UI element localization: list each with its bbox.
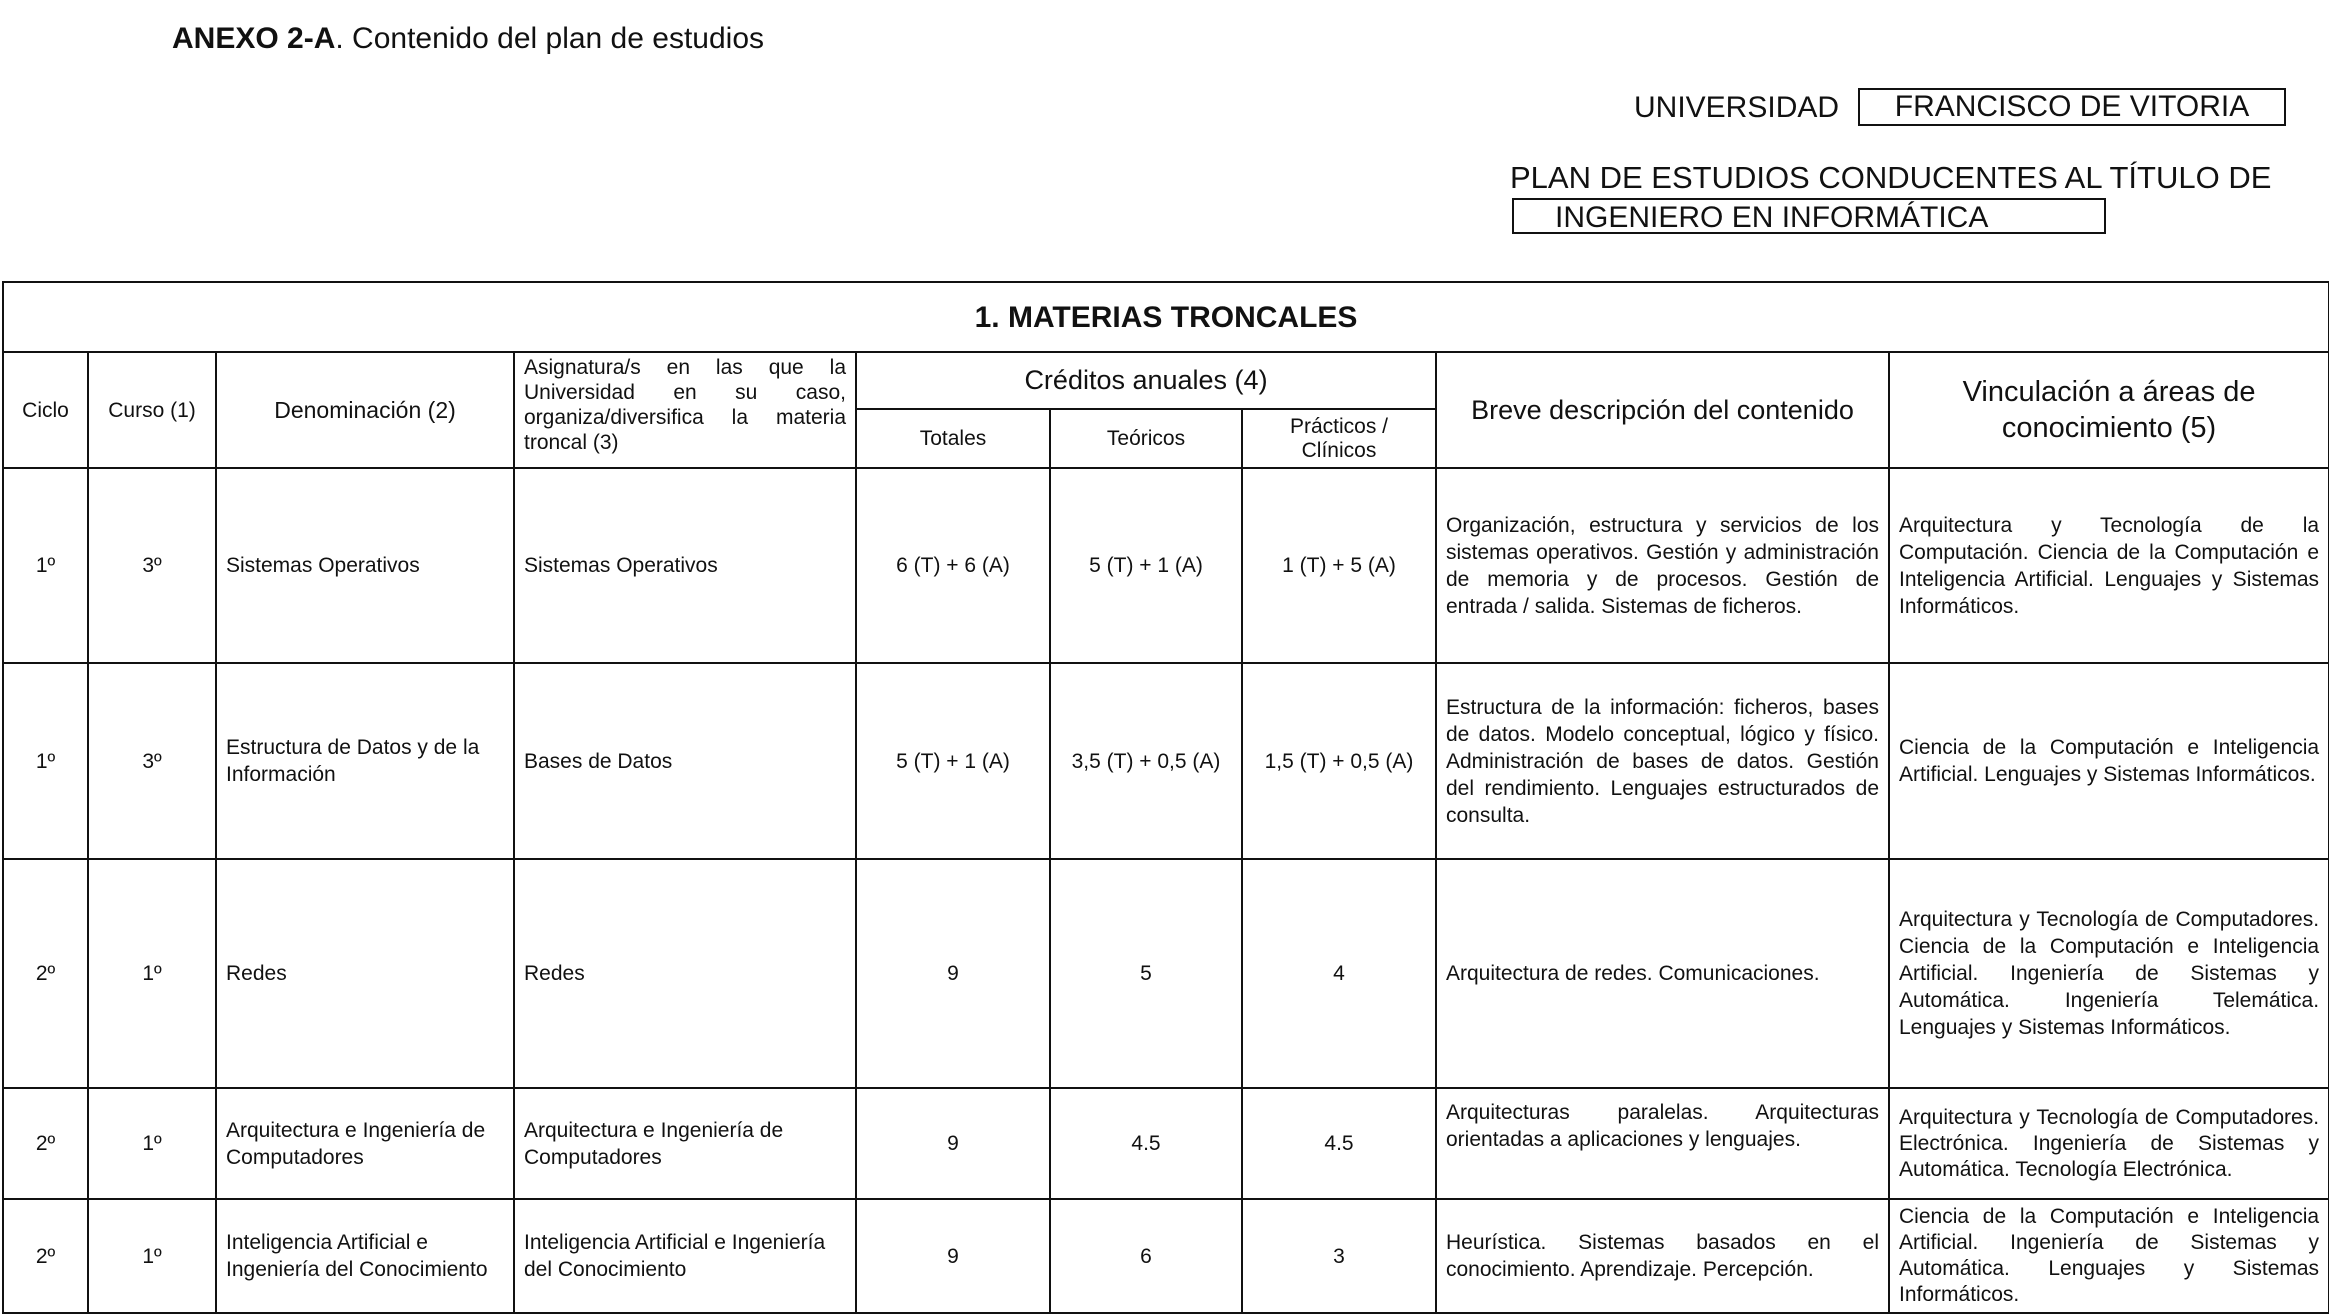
university-label: UNIVERSIDAD	[1634, 91, 1840, 124]
degree-box: INGENIERO EN INFORMÁTICA	[1512, 198, 2106, 234]
col-denominacion: Denominación (2)	[216, 352, 514, 468]
cell-totales: 5 (T) + 1 (A)	[856, 663, 1050, 859]
col-teoricos: Teóricos	[1050, 409, 1242, 468]
cell-ciclo: 1º	[3, 663, 88, 859]
cell-denominacion: Redes	[216, 859, 514, 1088]
cell-vinculacion: Ciencia de la Computación e Inteligencia Artificial. Ingeniería de Sistemas y Automática. Lenguajes y Sistemas Informáticos.	[1889, 1199, 2329, 1313]
table-row	[3, 859, 2329, 1088]
troncales-table	[2, 281, 2329, 1314]
table-title: 1. MATERIAS TRONCALES	[3, 282, 2329, 352]
cell-practicos: 1,5 (T) + 0,5 (A)	[1242, 663, 1436, 859]
cell-practicos: 4.5	[1242, 1088, 1436, 1199]
cell-totales: 9	[856, 859, 1050, 1088]
university-name-box: FRANCISCO DE VITORIA	[1858, 88, 2286, 126]
cell-practicos: 1 (T) + 5 (A)	[1242, 468, 1436, 663]
cell-vinculacion: Arquitectura y Tecnología de Computadores. Electrónica. Ingeniería de Sistemas y Automática. Tecnología Electrónica.	[1889, 1088, 2329, 1199]
cell-ciclo: 2º	[3, 1199, 88, 1313]
cell-totales: 6 (T) + 6 (A)	[856, 468, 1050, 663]
cell-practicos: 3	[1242, 1199, 1436, 1313]
col-totales: Totales	[856, 409, 1050, 468]
cell-descripcion: Arquitectura de redes. Comunicaciones.	[1436, 859, 1889, 1088]
cell-asignatura: Inteligencia Artificial e Ingeniería del Conocimiento	[514, 1199, 856, 1313]
cell-descripcion: Heurística. Sistemas basados en el conocimiento. Aprendizaje. Percepción.	[1436, 1199, 1889, 1313]
table-row	[3, 468, 2329, 663]
cell-denominacion: Sistemas Operativos	[216, 468, 514, 663]
col-practicos: Prácticos / Clínicos	[1242, 409, 1436, 468]
cell-teoricos: 6	[1050, 1199, 1242, 1313]
cell-ciclo: 2º	[3, 1088, 88, 1199]
cell-vinculacion: Arquitectura y Tecnología de la Computación. Ciencia de la Computación e Inteligencia Artificial. Lenguajes y Sistemas Informáticos.	[1889, 468, 2329, 663]
cell-teoricos: 5 (T) + 1 (A)	[1050, 468, 1242, 663]
cell-curso: 1º	[88, 1088, 216, 1199]
cell-teoricos: 5	[1050, 859, 1242, 1088]
cell-asignatura: Sistemas Operativos	[514, 468, 856, 663]
cell-asignatura: Bases de Datos	[514, 663, 856, 859]
annex-code: ANEXO 2-A	[172, 22, 336, 55]
col-asignaturas: Asignatura/s en las que la Universidad en su caso, organiza/diversifica la materia troncal (3)	[514, 352, 856, 468]
cell-curso: 1º	[88, 1199, 216, 1313]
col-ciclo: Ciclo	[3, 352, 88, 468]
cell-totales: 9	[856, 1199, 1050, 1313]
cell-teoricos: 3,5 (T) + 0,5 (A)	[1050, 663, 1242, 859]
cell-practicos: 4	[1242, 859, 1436, 1088]
cell-teoricos: 4.5	[1050, 1088, 1242, 1199]
table-row	[3, 663, 2329, 859]
cell-descripcion: Organización, estructura y servicios de los sistemas operativos. Gestión y administración de memoria y de procesos. Gestión de entrada / salida. Sistemas de ficheros.	[1436, 468, 1889, 663]
cell-vinculacion: Ciencia de la Computación e Inteligencia Artificial. Lenguajes y Sistemas Informáticos.	[1889, 663, 2329, 859]
cell-descripcion: Arquitecturas paralelas. Arquitecturas orientadas a aplicaciones y lenguajes.	[1436, 1088, 1889, 1199]
table-row	[3, 1199, 2329, 1313]
cell-denominacion: Arquitectura e Ingeniería de Computadores	[216, 1088, 514, 1199]
col-creditos: Créditos anuales (4)	[856, 352, 1436, 409]
col-vinculacion: Vinculación a áreas de conocimiento (5)	[1889, 352, 2329, 468]
cell-asignatura: Redes	[514, 859, 856, 1088]
cell-curso: 3º	[88, 663, 216, 859]
cell-totales: 9	[856, 1088, 1050, 1199]
cell-denominacion: Estructura de Datos y de la Información	[216, 663, 514, 859]
cell-vinculacion: Arquitectura y Tecnología de Computadores. Ciencia de la Computación e Inteligencia Artificial. Ingeniería de Sistemas y Automática. Ingeniería Telemática. Lenguajes y Sistemas Informáticos.	[1889, 859, 2329, 1088]
cell-ciclo: 1º	[3, 468, 88, 663]
annex-title: . Contenido del plan de estudios	[335, 22, 765, 55]
cell-asignatura: Arquitectura e Ingeniería de Computadores	[514, 1088, 856, 1199]
cell-curso: 3º	[88, 468, 216, 663]
cell-denominacion: Inteligencia Artificial e Ingeniería del Conocimiento	[216, 1199, 514, 1313]
col-descripcion: Breve descripción del contenido	[1436, 352, 1889, 468]
col-curso: Curso (1)	[88, 352, 216, 468]
cell-ciclo: 2º	[3, 859, 88, 1088]
cell-descripcion: Estructura de la información: ficheros, bases de datos. Modelo conceptual, lógico y físico. Administración de bases de datos. Gestión del rendimiento. Lenguajes estructurados de consulta.	[1436, 663, 1889, 859]
cell-curso: 1º	[88, 859, 216, 1088]
plan-label: PLAN DE ESTUDIOS CONDUCENTES AL TÍTULO DE	[1510, 160, 2272, 195]
annex-heading	[172, 22, 764, 56]
table-row	[3, 1088, 2329, 1199]
